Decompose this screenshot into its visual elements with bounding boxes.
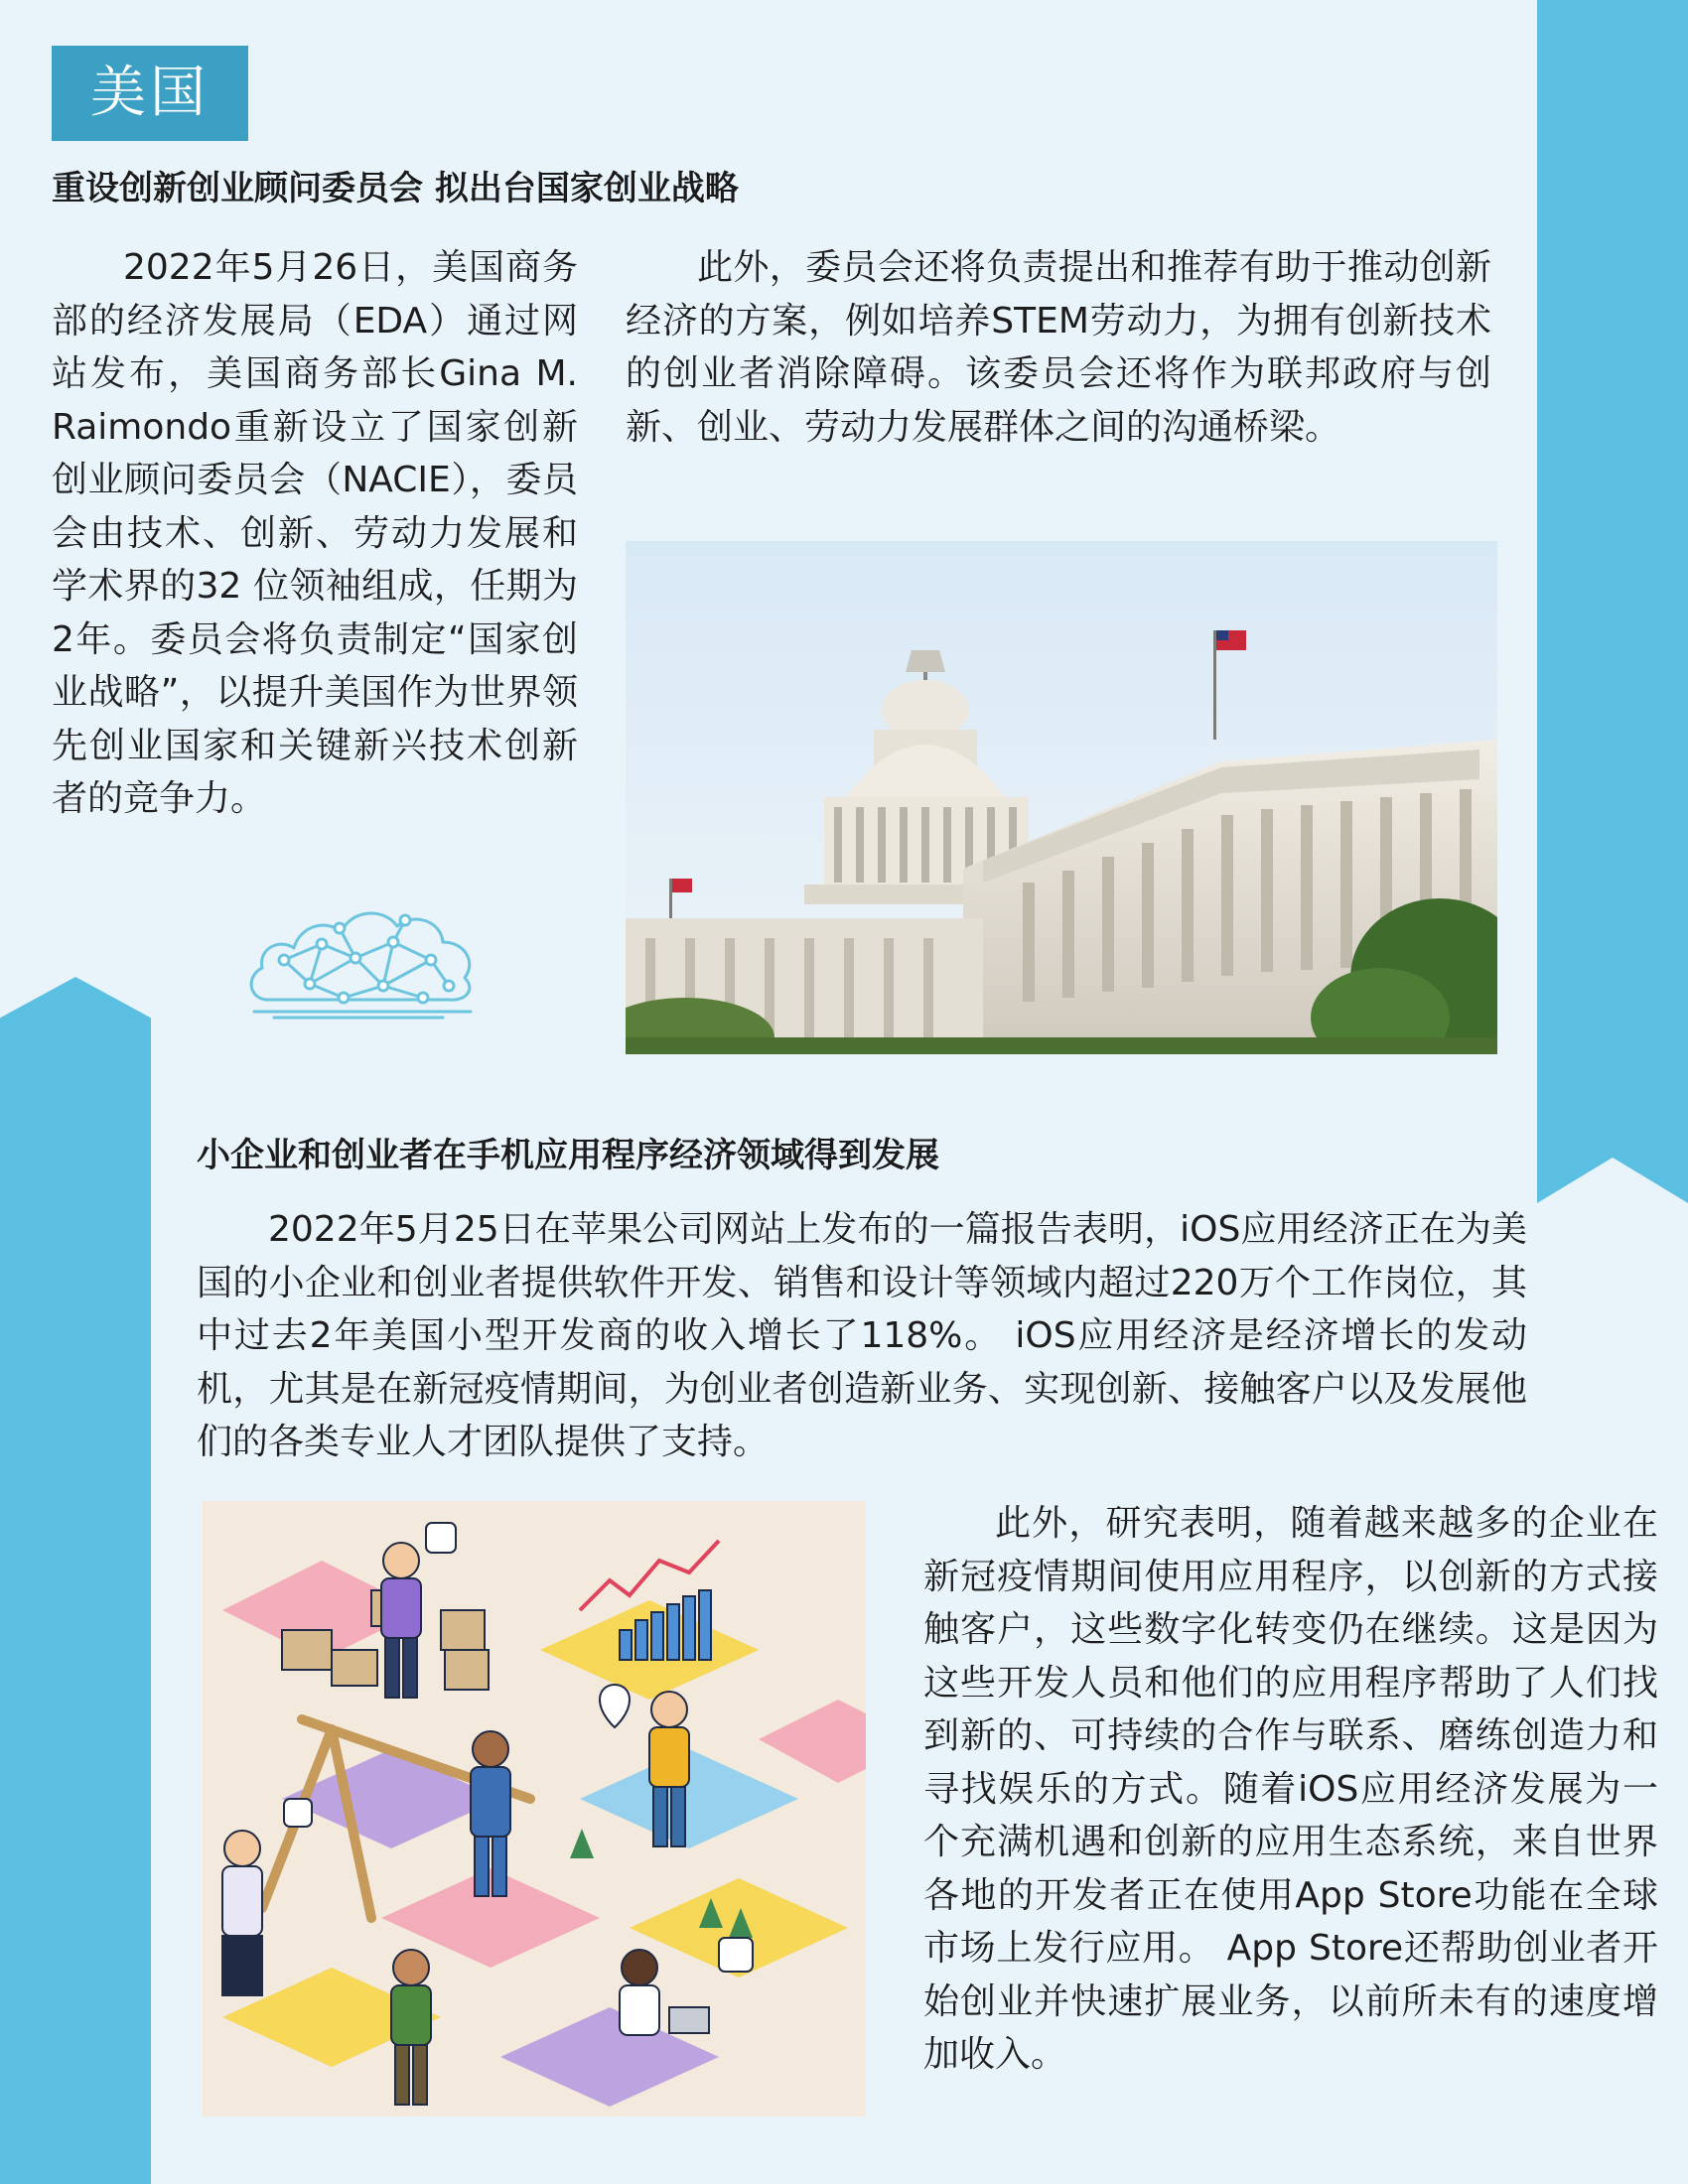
decorative-band-right [1537, 0, 1688, 1203]
app-economy-illustration [203, 1501, 866, 2116]
article-1-paragraph-2: 此外，委员会还将负责提出和推荐有助于推动创新经济的方案，例如培养STEM劳动力，为拥有创新技术的创业者消除障碍。该委员会还将作为联邦政府与创新、创业、劳动力发展群体之间的沟通桥梁。 [626, 247, 1491, 448]
network-cloud-icon [244, 898, 481, 1020]
country-tag: 美国 [52, 46, 248, 141]
capitol-building-photo [626, 541, 1497, 1054]
article-1-paragraph-1: 2022年5月26日，美国商务部的经济发展局（EDA）通过网站发布，美国商务部长Gina M. Raimondo重新设立了国家创新创业顾问委员会（NACIE），委员会由技术、创新、劳动力发展和学术界的32 位领袖组成，任期为2年。委员会将负责制定“国家创业战略”，以提升美国作为世界领先创业国家和关键新兴技术创新者的竞争力。 [52, 247, 578, 819]
article-2-paragraph-2: 此外，研究表明，随着越来越多的企业在新冠疫情期间使用应用程序，以创新的方式接触客户，这些数字化转变仍在继续。这是因为这些开发人员和他们的应用程序帮助了人们找到新的、可持续的合作与联系、磨练创造力和寻找娱乐的方式。随着iOS应用经济发展为一个充满机遇和创新的应用生态系统，来自世界各地的开发者正在使用App Store功能在全球市场上发行应用。 App Store还帮助创业者开始创业并快速扩展业务，以前所未有的速度增加收入。 [923, 1503, 1658, 2075]
article-1-headline: 重设创新创业顾问委员会 拟出台国家创业战略 [52, 169, 739, 208]
article-2-paragraph-1: 2022年5月25日在苹果公司网站上发布的一篇报告表明，iOS应用经济正在为美国的小企业和创业者提供软件开发、销售和设计等领域内超过220万个工作岗位，其中过去2年美国小型开发商的收入增长了118%。 iOS应用经济是经济增长的发动机，尤其是在新冠疫情期间，为创业者创造新业务、实现创新、接触客户以及发展他们的各类专业人才团队提供了支持。 [197, 1209, 1527, 1462]
decorative-band-left [0, 977, 151, 2184]
article-2-headline: 小企业和创业者在手机应用程序经济领域得到发展 [197, 1136, 939, 1175]
